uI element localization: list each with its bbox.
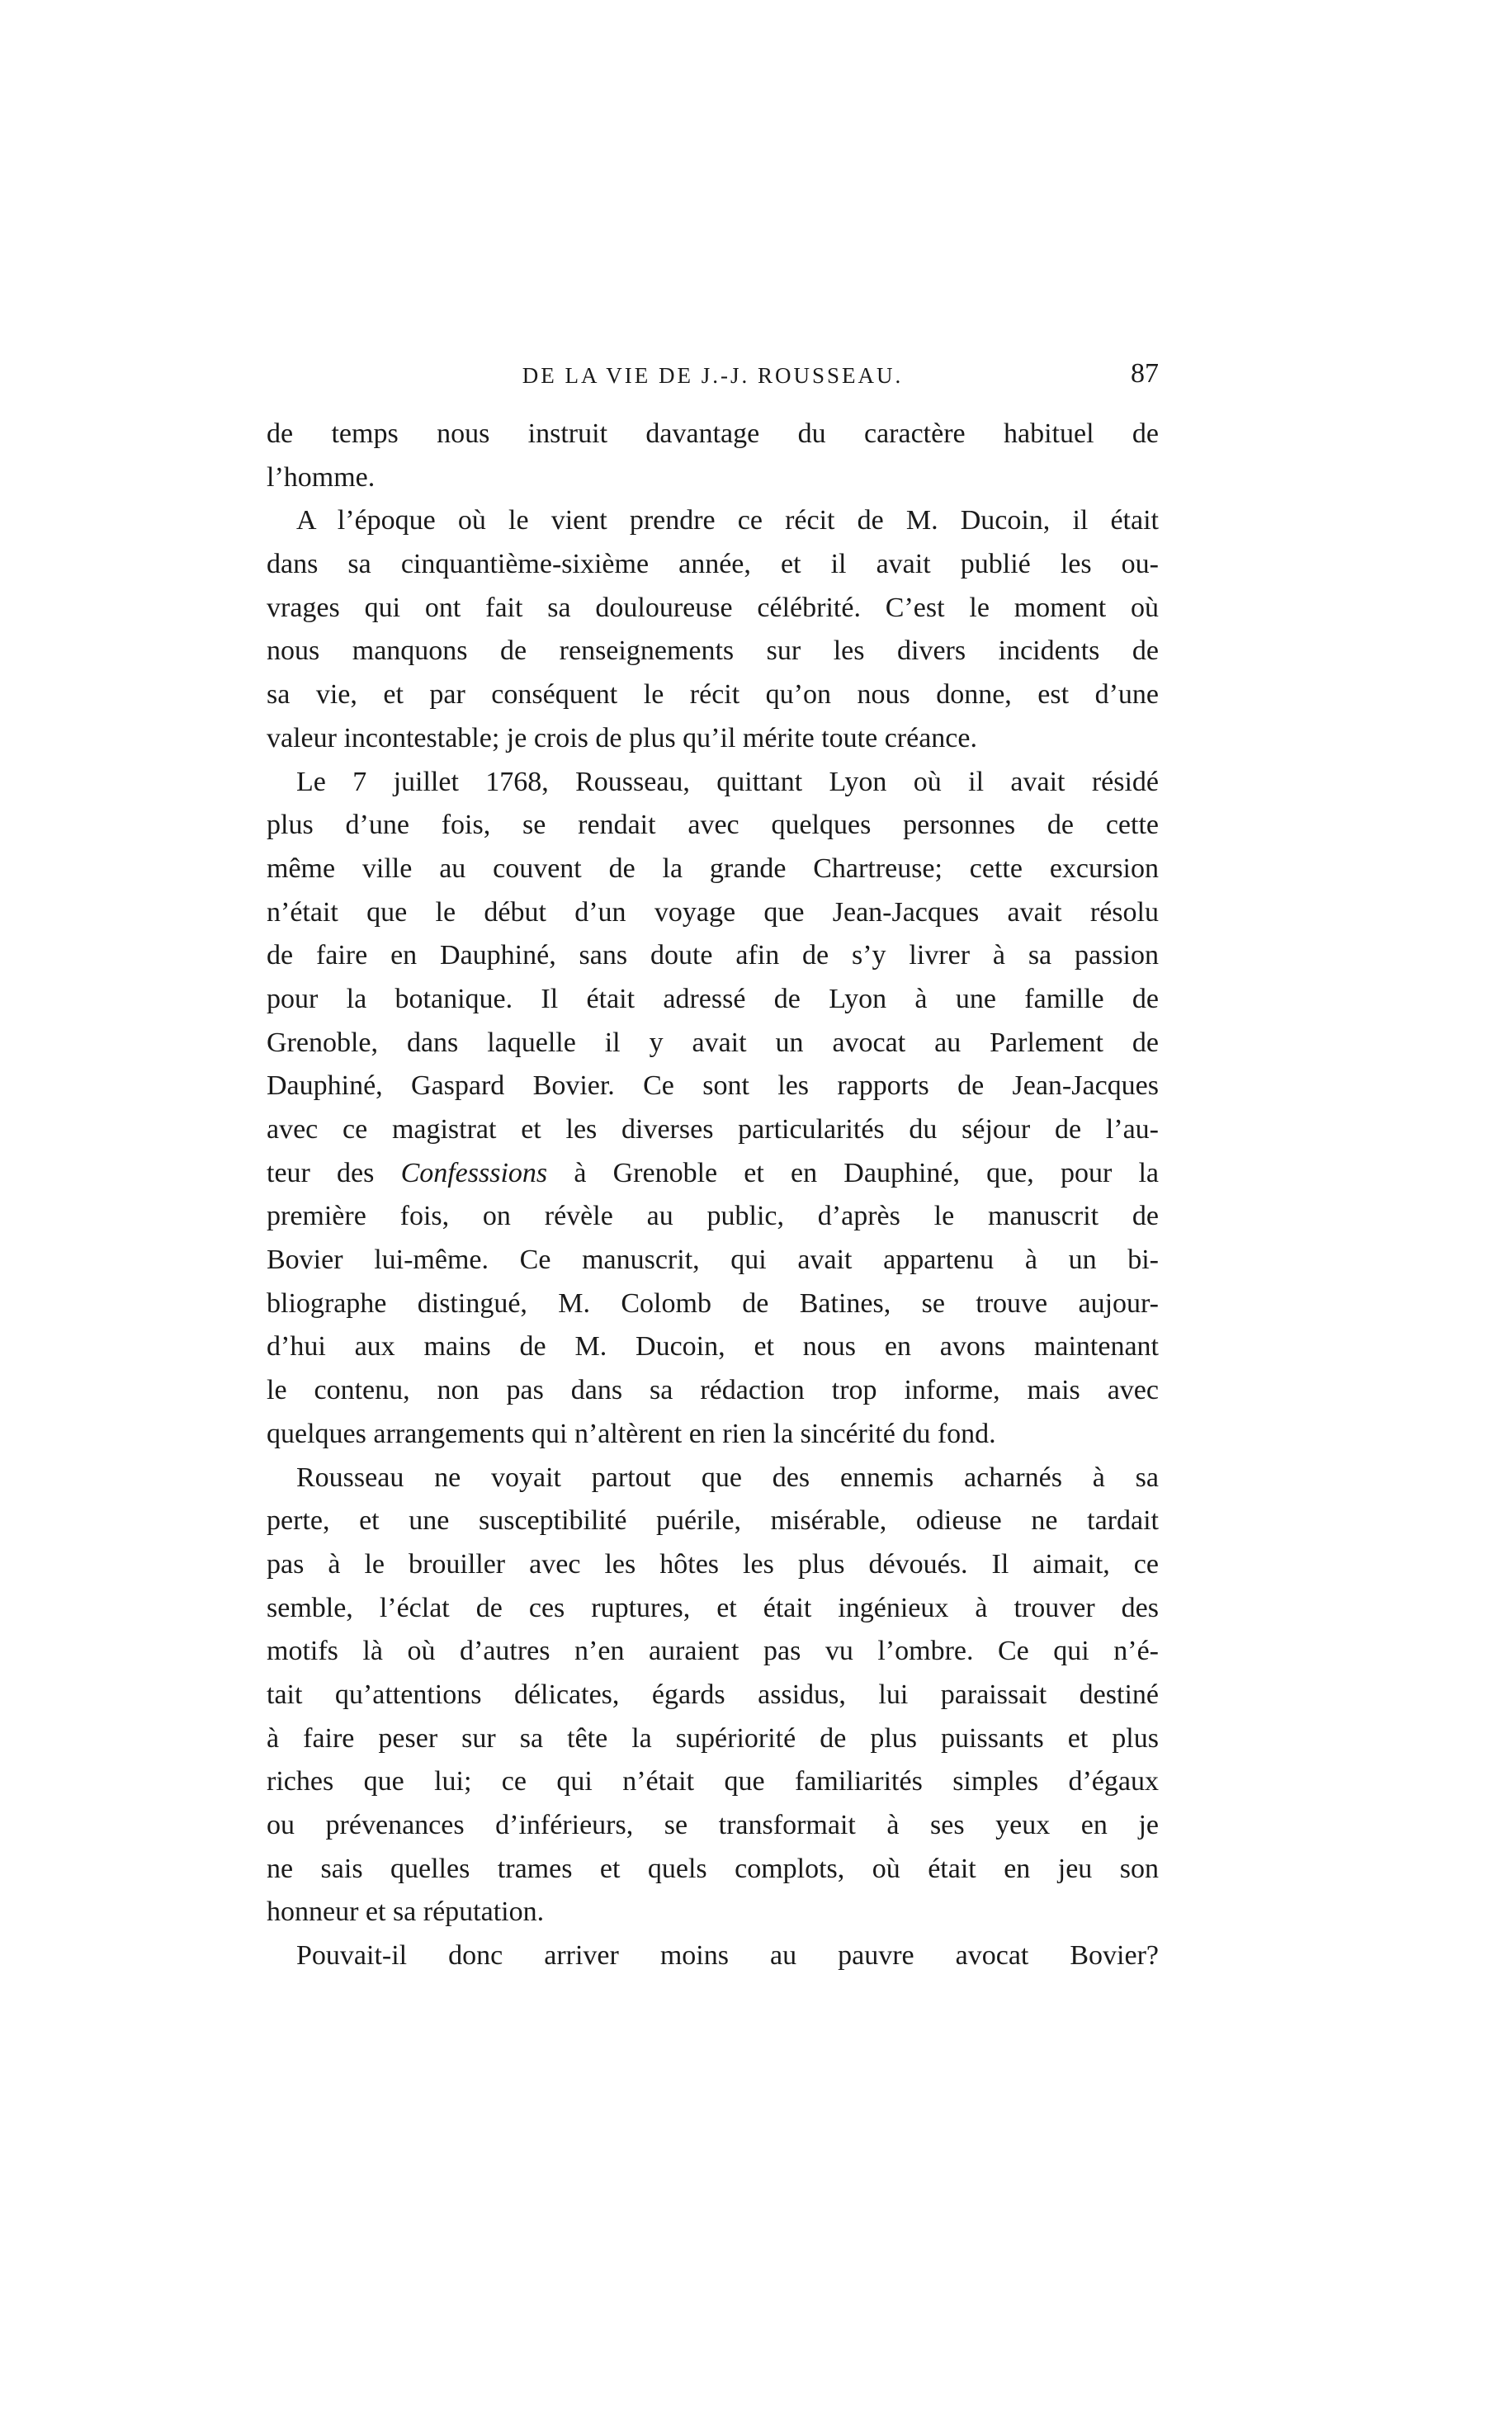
text-line: n’était que le début d’un voyage que Jean-Jacques avait résolu	[267, 896, 1159, 928]
text-line: valeur incontestable; je crois de plus qu’il mérite toute créance.	[267, 722, 977, 753]
text-line: semble, l’éclat de ces ruptures, et était ingénieux à trouver des	[267, 1592, 1159, 1623]
text-line: à faire peser sur sa tête la supériorité de plus puissants et plus	[267, 1722, 1159, 1754]
text-line: pas à le brouiller avec les hôtes les plus dévoués. Il aimait, ce	[267, 1548, 1159, 1580]
text-line: Rousseau ne voyait partout que des ennemis acharnés à sa	[296, 1462, 1159, 1493]
text-line: Grenoble, dans laquelle il y avait un avocat au Parlement de	[267, 1027, 1159, 1058]
text-line: tait qu’attentions délicates, égards assidus, lui paraissait destiné	[267, 1679, 1159, 1710]
text-line: Dauphiné, Gaspard Bovier. Ce sont les rapports de Jean-Jacques	[267, 1070, 1159, 1102]
text-line: A l’époque où le vient prendre ce récit de M. Ducoin, il était	[296, 505, 1159, 536]
text-line: même ville au couvent de la grande Chartreuse; cette excursion	[267, 853, 1159, 884]
text-line: Bovier lui-même. Ce manuscrit, qui avait appartenu à un bi-	[267, 1245, 1159, 1276]
text-segment: à Grenoble et en Dauphiné, que, pour la	[547, 1157, 1159, 1188]
text-line: bliographe distingué, M. Colomb de Batines, se trouve aujour-	[267, 1287, 1159, 1319]
text-line: motifs là où d’autres n’en auraient pas vu l’ombre. Ce qui n’é-	[267, 1636, 1159, 1667]
text-line: ou prévenances d’inférieurs, se transformait à ses yeux en je	[267, 1810, 1159, 1840]
text-line: première fois, on révèle au public, d’après le manuscrit de	[267, 1201, 1159, 1232]
page-number: 87	[1131, 358, 1159, 389]
text-line: honneur et sa réputation.	[267, 1896, 545, 1928]
body-text	[267, 413, 1159, 1978]
text-segment: teur des	[267, 1157, 401, 1188]
text-line: riches que lui; ce qui n’était que familiarités simples d’égaux	[267, 1766, 1159, 1797]
text-line: de faire en Dauphiné, sans doute afin de s’y livrer à sa passion	[267, 940, 1159, 971]
text-line: Pouvait-il donc arriver moins au pauvre avocat Bovier?	[296, 1940, 1159, 1972]
text-line: avec ce magistrat et les diverses particularités du séjour de l’au-	[267, 1114, 1159, 1145]
text-line: le contenu, non pas dans sa rédaction trop informe, mais avec	[267, 1375, 1159, 1406]
text-line	[267, 1152, 1159, 1196]
text-line: l’homme.	[267, 461, 376, 493]
text-line: perte, et une susceptibilité puérile, misérable, odieuse ne tardait	[267, 1505, 1159, 1537]
running-head	[267, 357, 1159, 398]
text-line: ne sais quelles trames et quels complots, où était en jeu son	[267, 1853, 1159, 1884]
text-line: Le 7 juillet 1768, Rousseau, quittant Lyon où il avait résidé	[296, 766, 1159, 797]
italic-title: Confesssions	[400, 1157, 548, 1188]
running-title: DE LA VIE DE J.-J. ROUSSEAU.	[522, 363, 904, 388]
text-line: sa vie, et par conséquent le récit qu’on nous donne, est d’une	[267, 679, 1159, 711]
text-line: nous manquons de renseignements sur les divers incidents de	[267, 635, 1159, 667]
text-line: pour la botanique. Il était adressé de Lyon à une famille de	[267, 983, 1159, 1014]
text-line: quelques arrangements qui n’altèrent en rien la sincérité du fond.	[267, 1418, 996, 1449]
text-line: de temps nous instruit davantage du caractère habituel de	[267, 418, 1159, 449]
text-line: d’hui aux mains de M. Ducoin, et nous en avons maintenant	[267, 1331, 1159, 1363]
text-line: vrages qui ont fait sa douloureuse célébrité. C’est le moment où	[267, 592, 1159, 623]
text-line: plus d’une fois, se rendait avec quelques personnes de cette	[267, 810, 1159, 841]
text-line: dans sa cinquantième-sixième année, et il avait publié les ou-	[267, 549, 1159, 580]
